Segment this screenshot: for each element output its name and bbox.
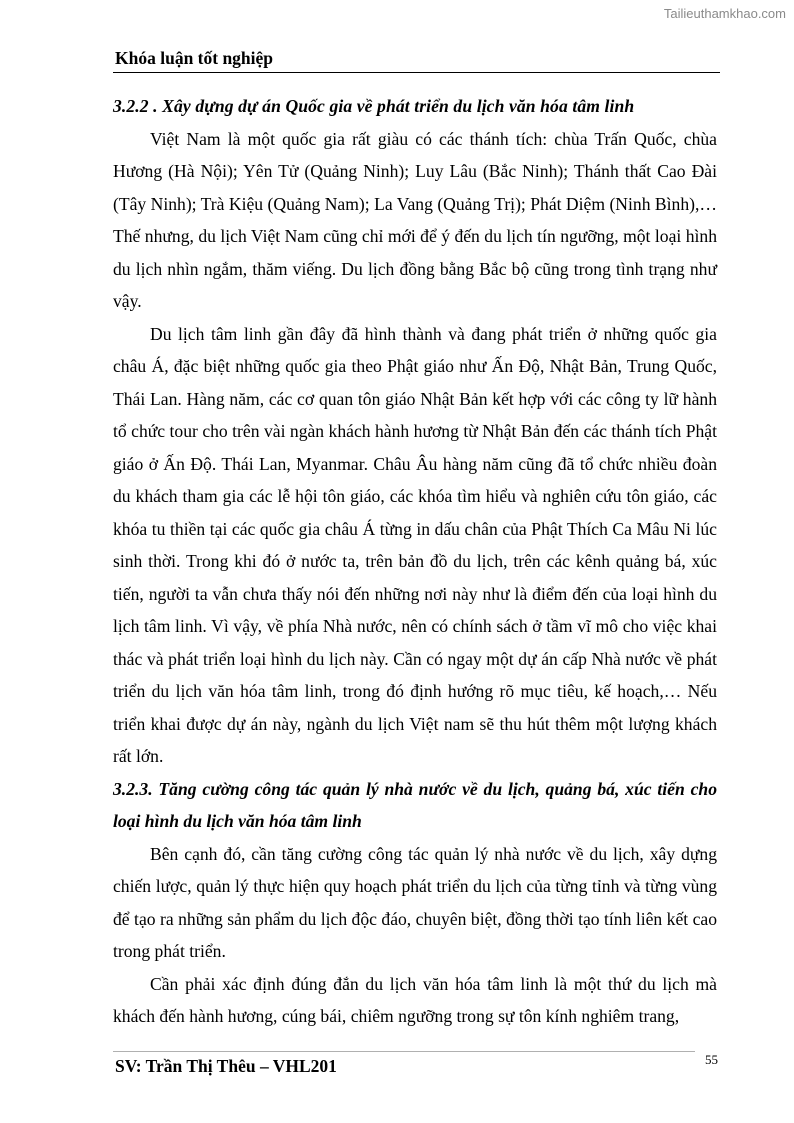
watermark: Tailieuthamkhao.com [663,6,786,21]
paragraph: Việt Nam là một quốc gia rất giàu có các thánh tích: chùa Trấn Quốc, chùa Hương (Hà Nội); Yên Tử (Quảng Ninh); Luy Lâu (Bắc Ninh); Thánh thất Cao Đài (Tây Ninh); Trà Kiệu (Quảng Nam); La Vang (Quảng Trị); Phát Diệm (Ninh Bình),… Thế nhưng, du lịch Việt Nam cũng chỉ mới để ý đến du lịch tín ngưỡng, một loại hình du lịch nhìn ngắm, thăm viếng. Du lịch đồng bằng Bắc bộ cũng trong tình trạng như vậy. [113,128,717,311]
footer-divider [113,1051,695,1052]
header-divider [113,72,720,73]
document-body [113,90,717,1033]
paragraph: Du lịch tâm linh gần đây đã hình thành và đang phát triển ở những quốc gia châu Á, đặc biệt những quốc gia theo Phật giáo như Ấn Độ, Nhật Bản, Trung Quốc, Thái Lan. Hàng năm, các cơ quan tôn giáo Nhật Bản kết hợp với các công ty lữ hành tổ chức tour cho trên vài ngàn khách hành hương từ Nhật Bản đến các thánh tích Phật giáo ở Ấn Độ. Thái Lan, Myanmar. Châu Âu hàng năm cũng đã tổ chức nhiều đoàn du khách tham gia các lễ hội tôn giáo, các khóa tìm hiểu và nghiên cứu tôn giáo, các khóa tu thiền tại các quốc gia châu Á từng in dấu chân của Phật Thích Ca Mâu Ni lúc sinh thời. Trong khi đó ở nước ta, trên bản đồ du lịch, trên các kênh quảng bá, xúc tiến, người ta vẫn chưa thấy nói đến những nơi này như là điểm đến của loại hình du lịch tâm linh. Vì vậy, về phía Nhà nước, nên có chính sách ở tầm vĩ mô cho việc khai thác và phát triển loại hình du lịch này. Cần có ngay một dự án cấp Nhà nước về phát triển du lịch văn hóa tâm linh, trong đó định hướng rõ mục tiêu, kế hoạch,… Nếu triển khai được dự án này, ngành du lịch Việt nam sẽ thu hút thêm một lượng khách rất lớn. [113,323,717,766]
section-heading-3-2-3: 3.2.3. Tăng cường công tác quản lý nhà nước về du lịch, quảng bá, xúc tiến cho loại hình du lịch văn hóa tâm linh [113,778,717,831]
section-heading-3-2-2: 3.2.2 . Xây dựng dự án Quốc gia về phát triển du lịch văn hóa tâm linh [113,96,635,116]
page-number: 55 [705,1052,718,1067]
paragraph: Bên cạnh đó, cần tăng cường công tác quản lý nhà nước về du lịch, xây dựng chiến lược, quản lý thực hiện quy hoạch phát triển du lịch của từng tỉnh và từng vùng để tạo ra những sản phẩm du lịch độc đáo, chuyên biệt, đồng thời tạo tính liên kết cao trong phát triển. [113,843,717,961]
footer-student-info: SV: Trần Thị Thêu – VHL201 [115,1056,337,1076]
page-header-title: Khóa luận tốt nghiệp [115,48,274,68]
paragraph: Cần phải xác định đúng đắn du lịch văn hóa tâm linh là một thứ du lịch mà khách đến hành hương, cúng bái, chiêm ngưỡng trong sự tôn kính nghiêm trang, [113,973,717,1026]
